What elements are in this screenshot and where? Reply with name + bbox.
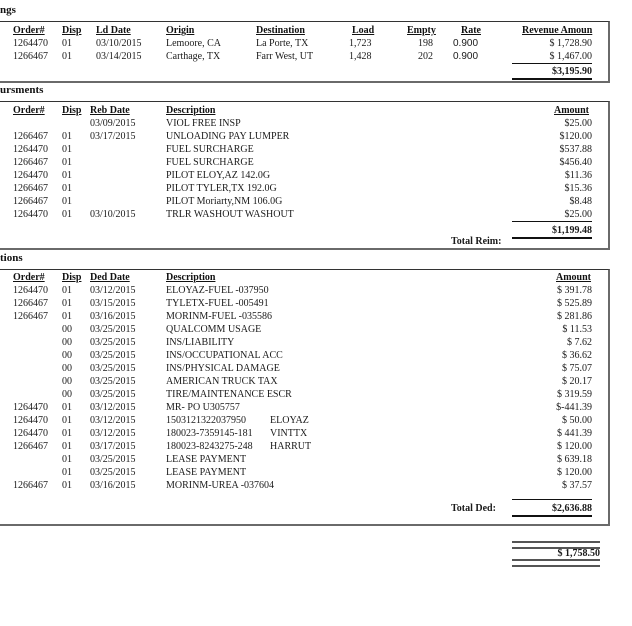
empty-miles: 198	[418, 38, 433, 49]
disp: 01	[62, 298, 72, 309]
description: TRLR WASHOUT WASHOUT	[166, 209, 294, 220]
disp: 01	[62, 38, 72, 49]
amount: $120.00	[559, 131, 592, 142]
order-number: 1266467	[13, 441, 48, 452]
description: LEASE PAYMENT	[166, 454, 247, 465]
amount: $ 120.00	[557, 467, 592, 478]
ded-date: 03/12/2015	[90, 285, 136, 296]
ded-date: 03/12/2015	[90, 428, 136, 439]
amount: $ 281.86	[557, 311, 592, 322]
ded-date: 03/16/2015	[90, 311, 136, 322]
description: PILOT Moriarty,NM 106.0G	[166, 196, 283, 207]
disp: 01	[62, 428, 72, 439]
description-location: ELOYAZ	[270, 415, 309, 426]
reimbursements-header-disp: Disp	[62, 105, 82, 116]
amount: $ 639.18	[557, 454, 592, 465]
description: LEASE PAYMENT	[166, 467, 247, 478]
empty-miles: 202	[418, 51, 433, 62]
amount: $ 441.39	[557, 428, 592, 439]
amount: $ 20.17	[562, 376, 592, 387]
earnings-header-load: Load	[352, 25, 375, 36]
deductions-header-order: Order#	[13, 272, 45, 283]
disp: 01	[62, 209, 72, 220]
reb-date: 03/09/2015	[90, 118, 136, 129]
deductions-section-title: tions	[0, 252, 23, 264]
disp: 00	[62, 389, 72, 400]
description-location: HARRUT	[270, 441, 312, 452]
disp: 00	[62, 324, 72, 335]
amount: $ 75.07	[562, 363, 592, 374]
earnings-header-destination: Destination	[256, 25, 305, 36]
description: FUEL SURCHARGE	[166, 157, 254, 168]
amount: $ 36.62	[562, 350, 592, 361]
order-number: 1264470	[13, 285, 48, 296]
ded-date: 03/17/2015	[90, 441, 136, 452]
amount: $537.88	[559, 144, 592, 155]
net-pay-bottom-double-rule	[512, 559, 600, 567]
disp: 01	[62, 415, 72, 426]
order-number: 1266467	[13, 51, 48, 62]
ded-date: 03/12/2015	[90, 402, 136, 413]
disp: 01	[62, 131, 72, 142]
description: PILOT TYLER,TX 192.0G	[166, 183, 277, 194]
description: INS/LIABILITY	[166, 337, 235, 348]
order-number: 1264470	[13, 209, 48, 220]
load-miles: 1,428	[349, 51, 372, 62]
reimbursements-total-rule	[512, 221, 592, 222]
amount: $25.00	[564, 118, 592, 129]
order-number: 1264470	[13, 415, 48, 426]
amount: $-441.39	[556, 402, 592, 413]
amount: $8.48	[569, 196, 592, 207]
disp: 00	[62, 376, 72, 387]
description: TYLETX-FUEL -005491	[166, 298, 269, 309]
origin: Lemoore, CA	[166, 38, 221, 49]
description: VIOL FREE INSP	[166, 118, 241, 129]
disp: 00	[62, 337, 72, 348]
rate: 0.900	[453, 51, 479, 62]
revenue-amount: $ 1,467.00	[549, 51, 592, 62]
order-number: 1266467	[13, 298, 48, 309]
description: QUALCOMM USAGE	[166, 324, 262, 335]
deductions-header-disp: Disp	[62, 272, 82, 283]
destination: Farr West, UT	[256, 51, 314, 62]
reb-date: 03/17/2015	[90, 131, 136, 142]
amount: $456.40	[559, 157, 592, 168]
revenue-amount: $ 1,728.90	[549, 38, 592, 49]
order-number: 1266467	[13, 157, 48, 168]
order-number: 1266467	[13, 311, 48, 322]
order-number: 1264470	[13, 428, 48, 439]
disp: 01	[62, 311, 72, 322]
ded-date: 03/25/2015	[90, 467, 136, 478]
description: INS/PHYSICAL DAMAGE	[166, 363, 280, 374]
deductions-total-rule	[512, 499, 592, 500]
description: MR- PO U305757	[166, 402, 240, 413]
reimbursements-header-amount: Amount	[554, 105, 590, 116]
rate: 0.900	[453, 38, 479, 49]
ded-date: 03/16/2015	[90, 480, 136, 491]
disp: 01	[62, 144, 72, 155]
deductions-total-underline	[512, 515, 592, 517]
description: INS/OCCUPATIONAL ACC	[166, 350, 283, 361]
amount: $25.00	[564, 209, 592, 220]
description: PILOT ELOY,AZ 142.0G	[166, 170, 271, 181]
order-number: 1264470	[13, 402, 48, 413]
order-number: 1266467	[13, 480, 48, 491]
reimbursements-total: $1,199.48	[552, 225, 592, 236]
description: FUEL SURCHARGE	[166, 144, 254, 155]
ded-date: 03/25/2015	[90, 324, 136, 335]
amount: $ 391.78	[557, 285, 592, 296]
earnings-header-revenue: Revenue Amoun	[522, 25, 593, 36]
load-date: 03/14/2015	[96, 51, 142, 62]
ded-date: 03/12/2015	[90, 415, 136, 426]
amount: $ 37.57	[562, 480, 592, 491]
earnings-header-order: Order#	[13, 25, 45, 36]
amount: $ 319.59	[557, 389, 592, 400]
deductions-total-label: Total Ded:	[451, 503, 496, 514]
ded-date: 03/25/2015	[90, 389, 136, 400]
reimbursements-header-order: Order#	[13, 105, 45, 116]
ded-date: 03/25/2015	[90, 350, 136, 361]
description: 180023-8243275-248	[166, 441, 253, 452]
amount: $ 7.62	[567, 337, 592, 348]
amount: $ 525.89	[557, 298, 592, 309]
description-location: VINTTX	[270, 428, 308, 439]
destination: La Porte, TX	[256, 38, 309, 49]
description: 1503121322037950	[166, 415, 246, 426]
earnings-total: $3,195.90	[552, 66, 592, 77]
amount: $ 120.00	[557, 441, 592, 452]
order-number: 1264470	[13, 38, 48, 49]
description: AMERICAN TRUCK TAX	[166, 376, 278, 387]
deductions-header-date: Ded Date	[90, 272, 130, 283]
earnings-header-empty: Empty	[407, 25, 436, 36]
ded-date: 03/25/2015	[90, 337, 136, 348]
reimbursements-total-underline	[512, 237, 592, 239]
earnings-header-disp: Disp	[62, 25, 82, 36]
disp: 01	[62, 170, 72, 181]
amount: $11.36	[564, 170, 592, 181]
reimbursements-total-label: Total Reim:	[451, 236, 502, 247]
earnings-section-title: ngs	[0, 4, 16, 16]
disp: 01	[62, 157, 72, 168]
disp: 00	[62, 363, 72, 374]
order-number: 1264470	[13, 144, 48, 155]
disp: 01	[62, 467, 72, 478]
earnings-total-rule	[512, 63, 592, 64]
description: TIRE/MAINTENANCE ESCR	[166, 389, 292, 400]
disp: 01	[62, 454, 72, 465]
earnings-header-origin: Origin	[166, 25, 195, 36]
origin: Carthage, TX	[166, 51, 221, 62]
disp: 00	[62, 350, 72, 361]
disp: 01	[62, 480, 72, 491]
order-number: 1266467	[13, 183, 48, 194]
ded-date: 03/15/2015	[90, 298, 136, 309]
description: MORINM-FUEL -035586	[166, 311, 273, 322]
earnings-header-rate: Rate	[461, 25, 481, 36]
amount: $15.36	[564, 183, 592, 194]
disp: 01	[62, 183, 72, 194]
description: 180023-7359145-181	[166, 428, 253, 439]
amount: $ 11.53	[562, 324, 592, 335]
reimbursements-section-title: ursments	[0, 84, 44, 96]
deductions-header-amount: Amount	[556, 272, 592, 283]
net-pay-amount: $ 1,758.50	[557, 548, 600, 559]
disp: 01	[62, 196, 72, 207]
order-number: 1266467	[13, 196, 48, 207]
deductions-header-description: Description	[166, 272, 216, 283]
load-date: 03/10/2015	[96, 38, 142, 49]
disp: 01	[62, 51, 72, 62]
ded-date: 03/25/2015	[90, 454, 136, 465]
disp: 01	[62, 441, 72, 452]
earnings-header-ld-date: Ld Date	[96, 25, 131, 36]
deductions-total: $2,636.88	[552, 503, 592, 514]
description: MORINM-UREA -037604	[166, 480, 275, 491]
reimbursements-header-description: Description	[166, 105, 216, 116]
reimbursements-header-date: Reb Date	[90, 105, 130, 116]
earnings-total-underline	[512, 78, 592, 80]
order-number: 1264470	[13, 170, 48, 181]
amount: $ 50.00	[562, 415, 592, 426]
description: ELOYAZ-FUEL -037950	[166, 285, 269, 296]
description: UNLOADING PAY LUMPER	[166, 131, 290, 142]
reb-date: 03/10/2015	[90, 209, 136, 220]
order-number: 1266467	[13, 131, 48, 142]
load-miles: 1,723	[349, 38, 372, 49]
ded-date: 03/25/2015	[90, 376, 136, 387]
ded-date: 03/25/2015	[90, 363, 136, 374]
disp: 01	[62, 285, 72, 296]
disp: 01	[62, 402, 72, 413]
